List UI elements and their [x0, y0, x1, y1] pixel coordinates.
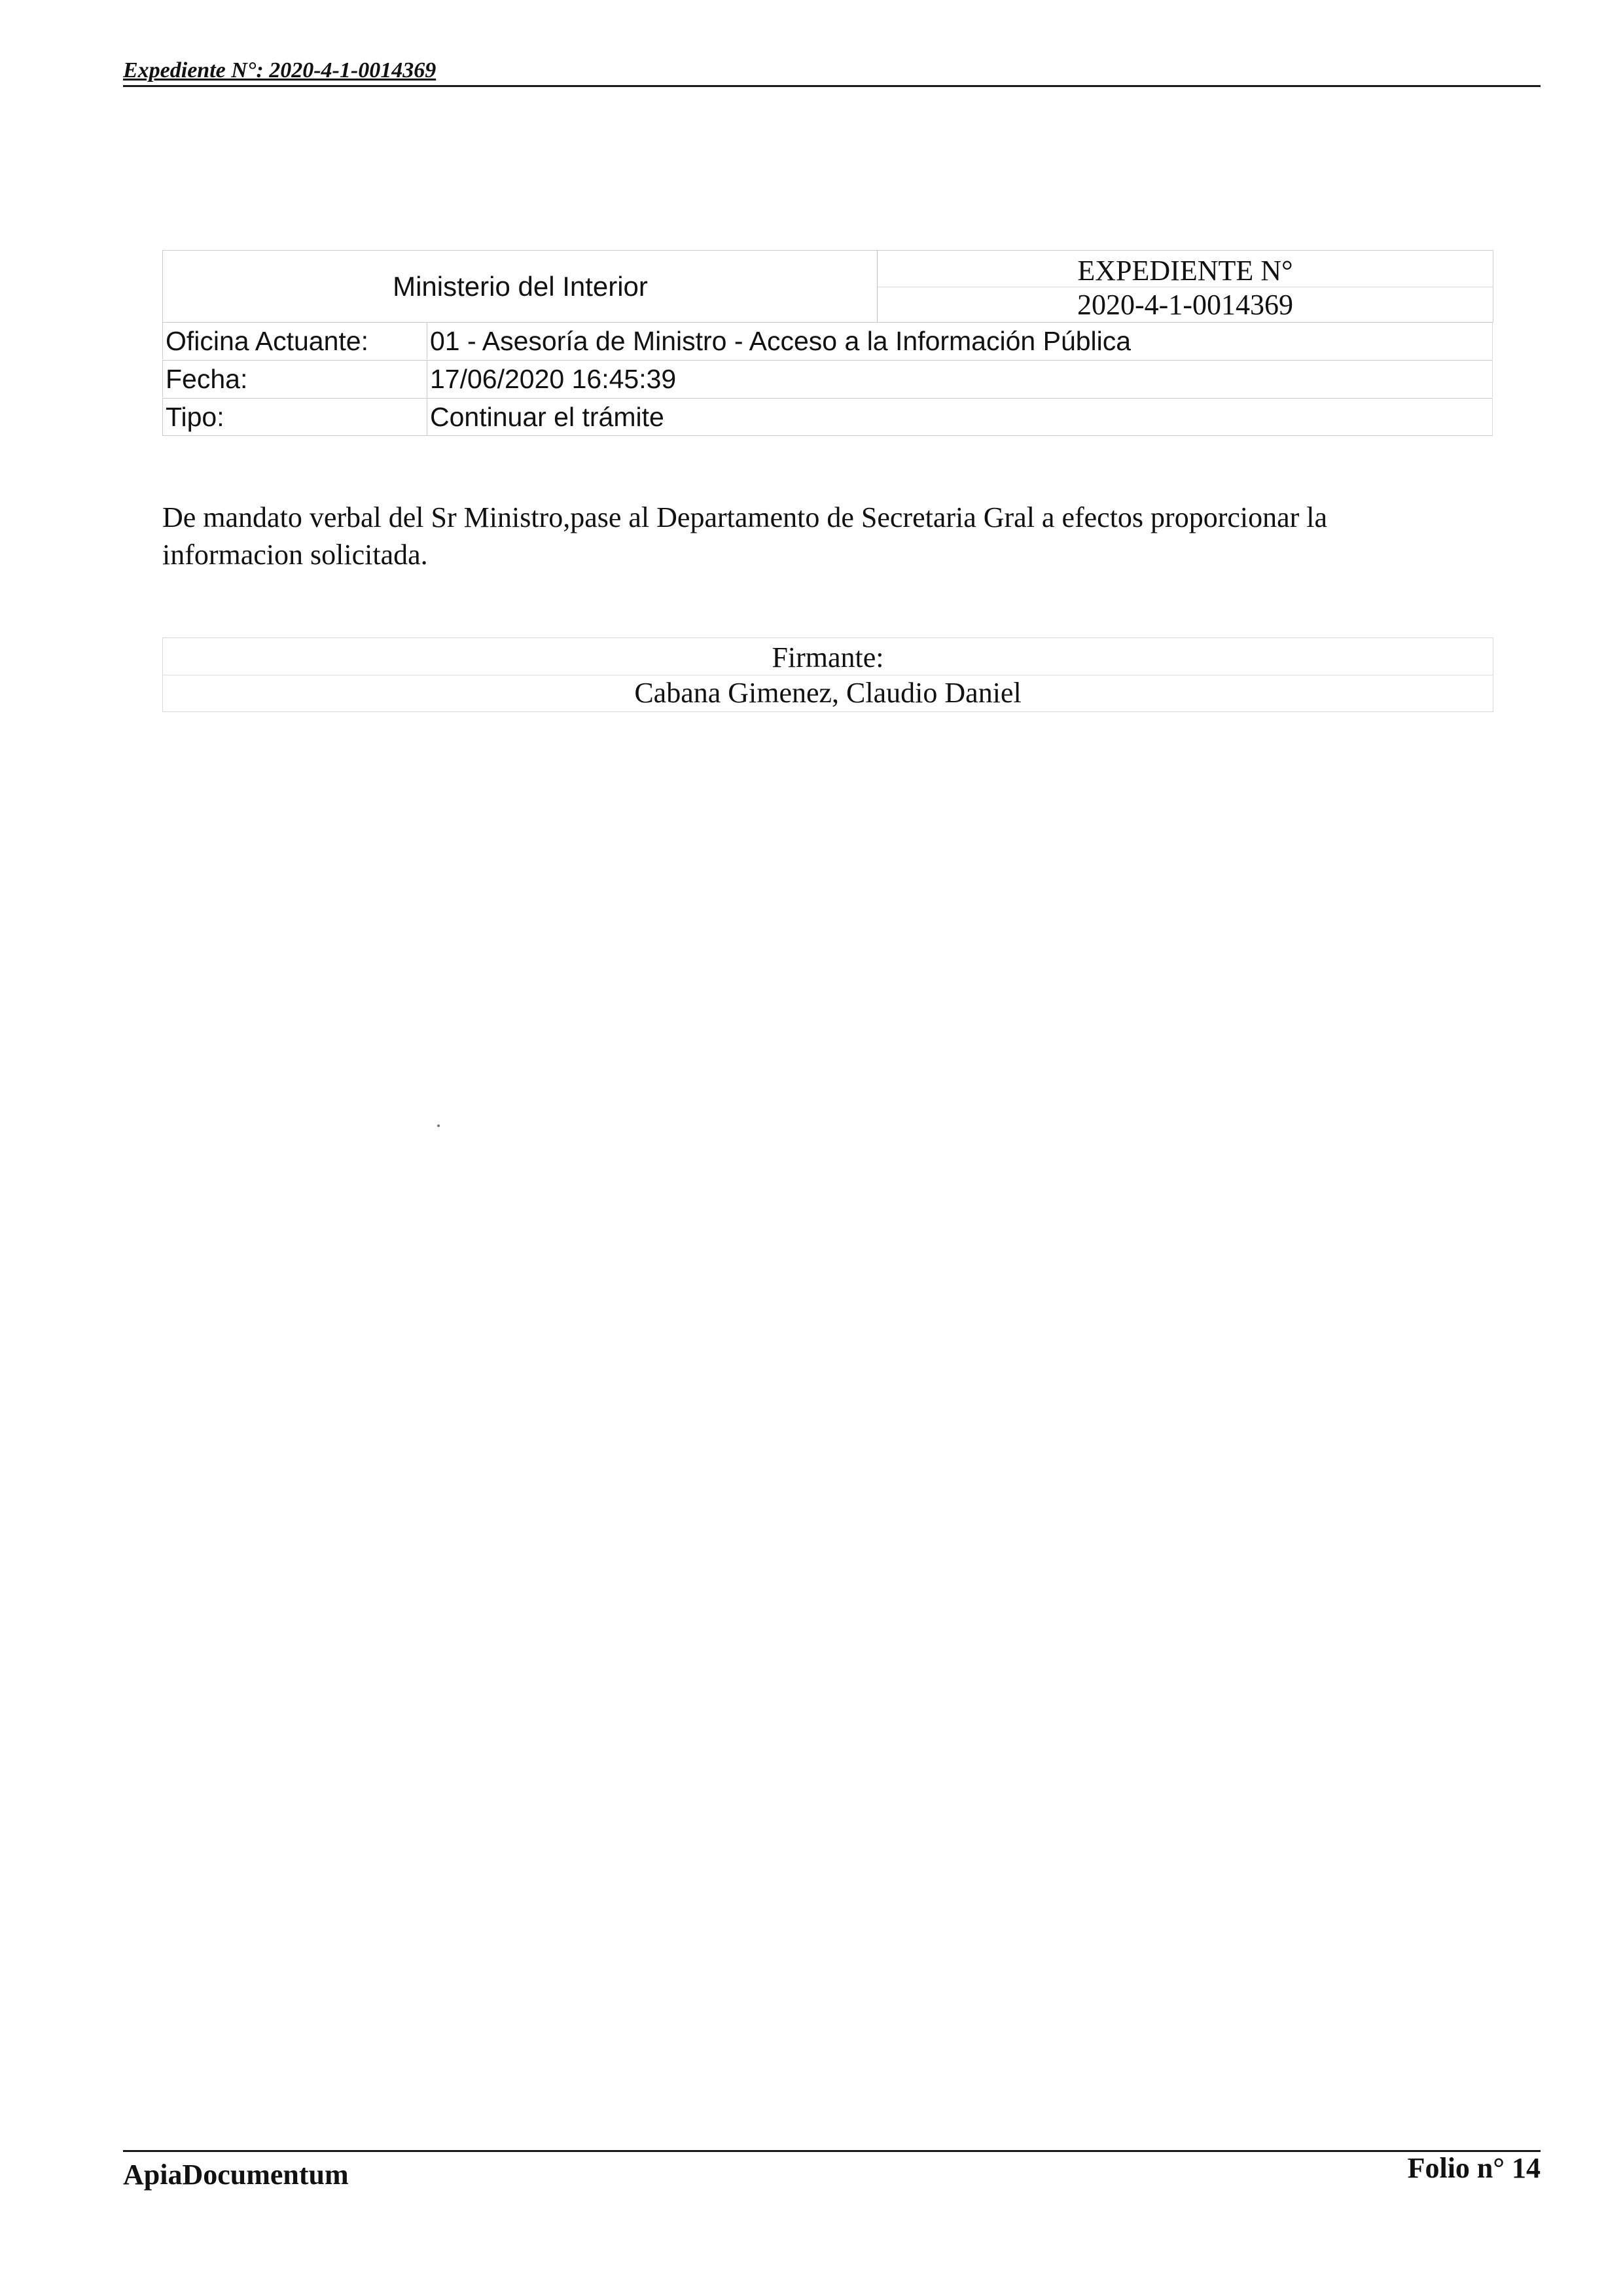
field-row-oficina [162, 322, 1493, 359]
signer-table [162, 637, 1493, 712]
expediente-number: 2020-4-1-0014369 [1077, 289, 1293, 321]
body-line-1: De mandato verbal del Sr Ministro,pase al Departamento de Secretaria Gral a efectos proporcionar la [162, 501, 1328, 533]
fecha-value: 17/06/2020 16:45:39 [427, 361, 1492, 397]
oficina-value: 01 - Asesoría de Ministro - Acceso a la Información Pública [427, 323, 1492, 359]
fecha-label: Fecha: [162, 361, 427, 397]
expediente-cell [877, 250, 1493, 323]
ministry-name: Ministerio del Interior [162, 250, 878, 323]
footer-folio-number: Folio n° 14 [1407, 2152, 1541, 2184]
header-expediente-ref: Expediente N°: 2020-4-1-0014369 [123, 58, 437, 82]
tipo-label: Tipo: [162, 399, 427, 435]
signer-name: Cabana Gimenez, Claudio Daniel [634, 677, 1022, 709]
signer-label: Firmante: [163, 638, 1493, 675]
body-text [162, 499, 1497, 573]
field-row-tipo [162, 398, 1493, 436]
oficina-label: Oficina Actuante: [162, 323, 427, 359]
body-line-2: informacion solicitada. [162, 539, 428, 571]
expediente-info-table [162, 250, 1493, 435]
page-header [123, 56, 1541, 87]
page-footer [123, 2150, 1541, 2191]
scan-speck [437, 1124, 440, 1127]
expediente-label: EXPEDIENTE N° [878, 251, 1493, 287]
field-row-fecha [162, 360, 1493, 397]
tipo-value: Continuar el trámite [427, 399, 1492, 435]
footer-app-name: ApiaDocumentum [123, 2159, 349, 2191]
